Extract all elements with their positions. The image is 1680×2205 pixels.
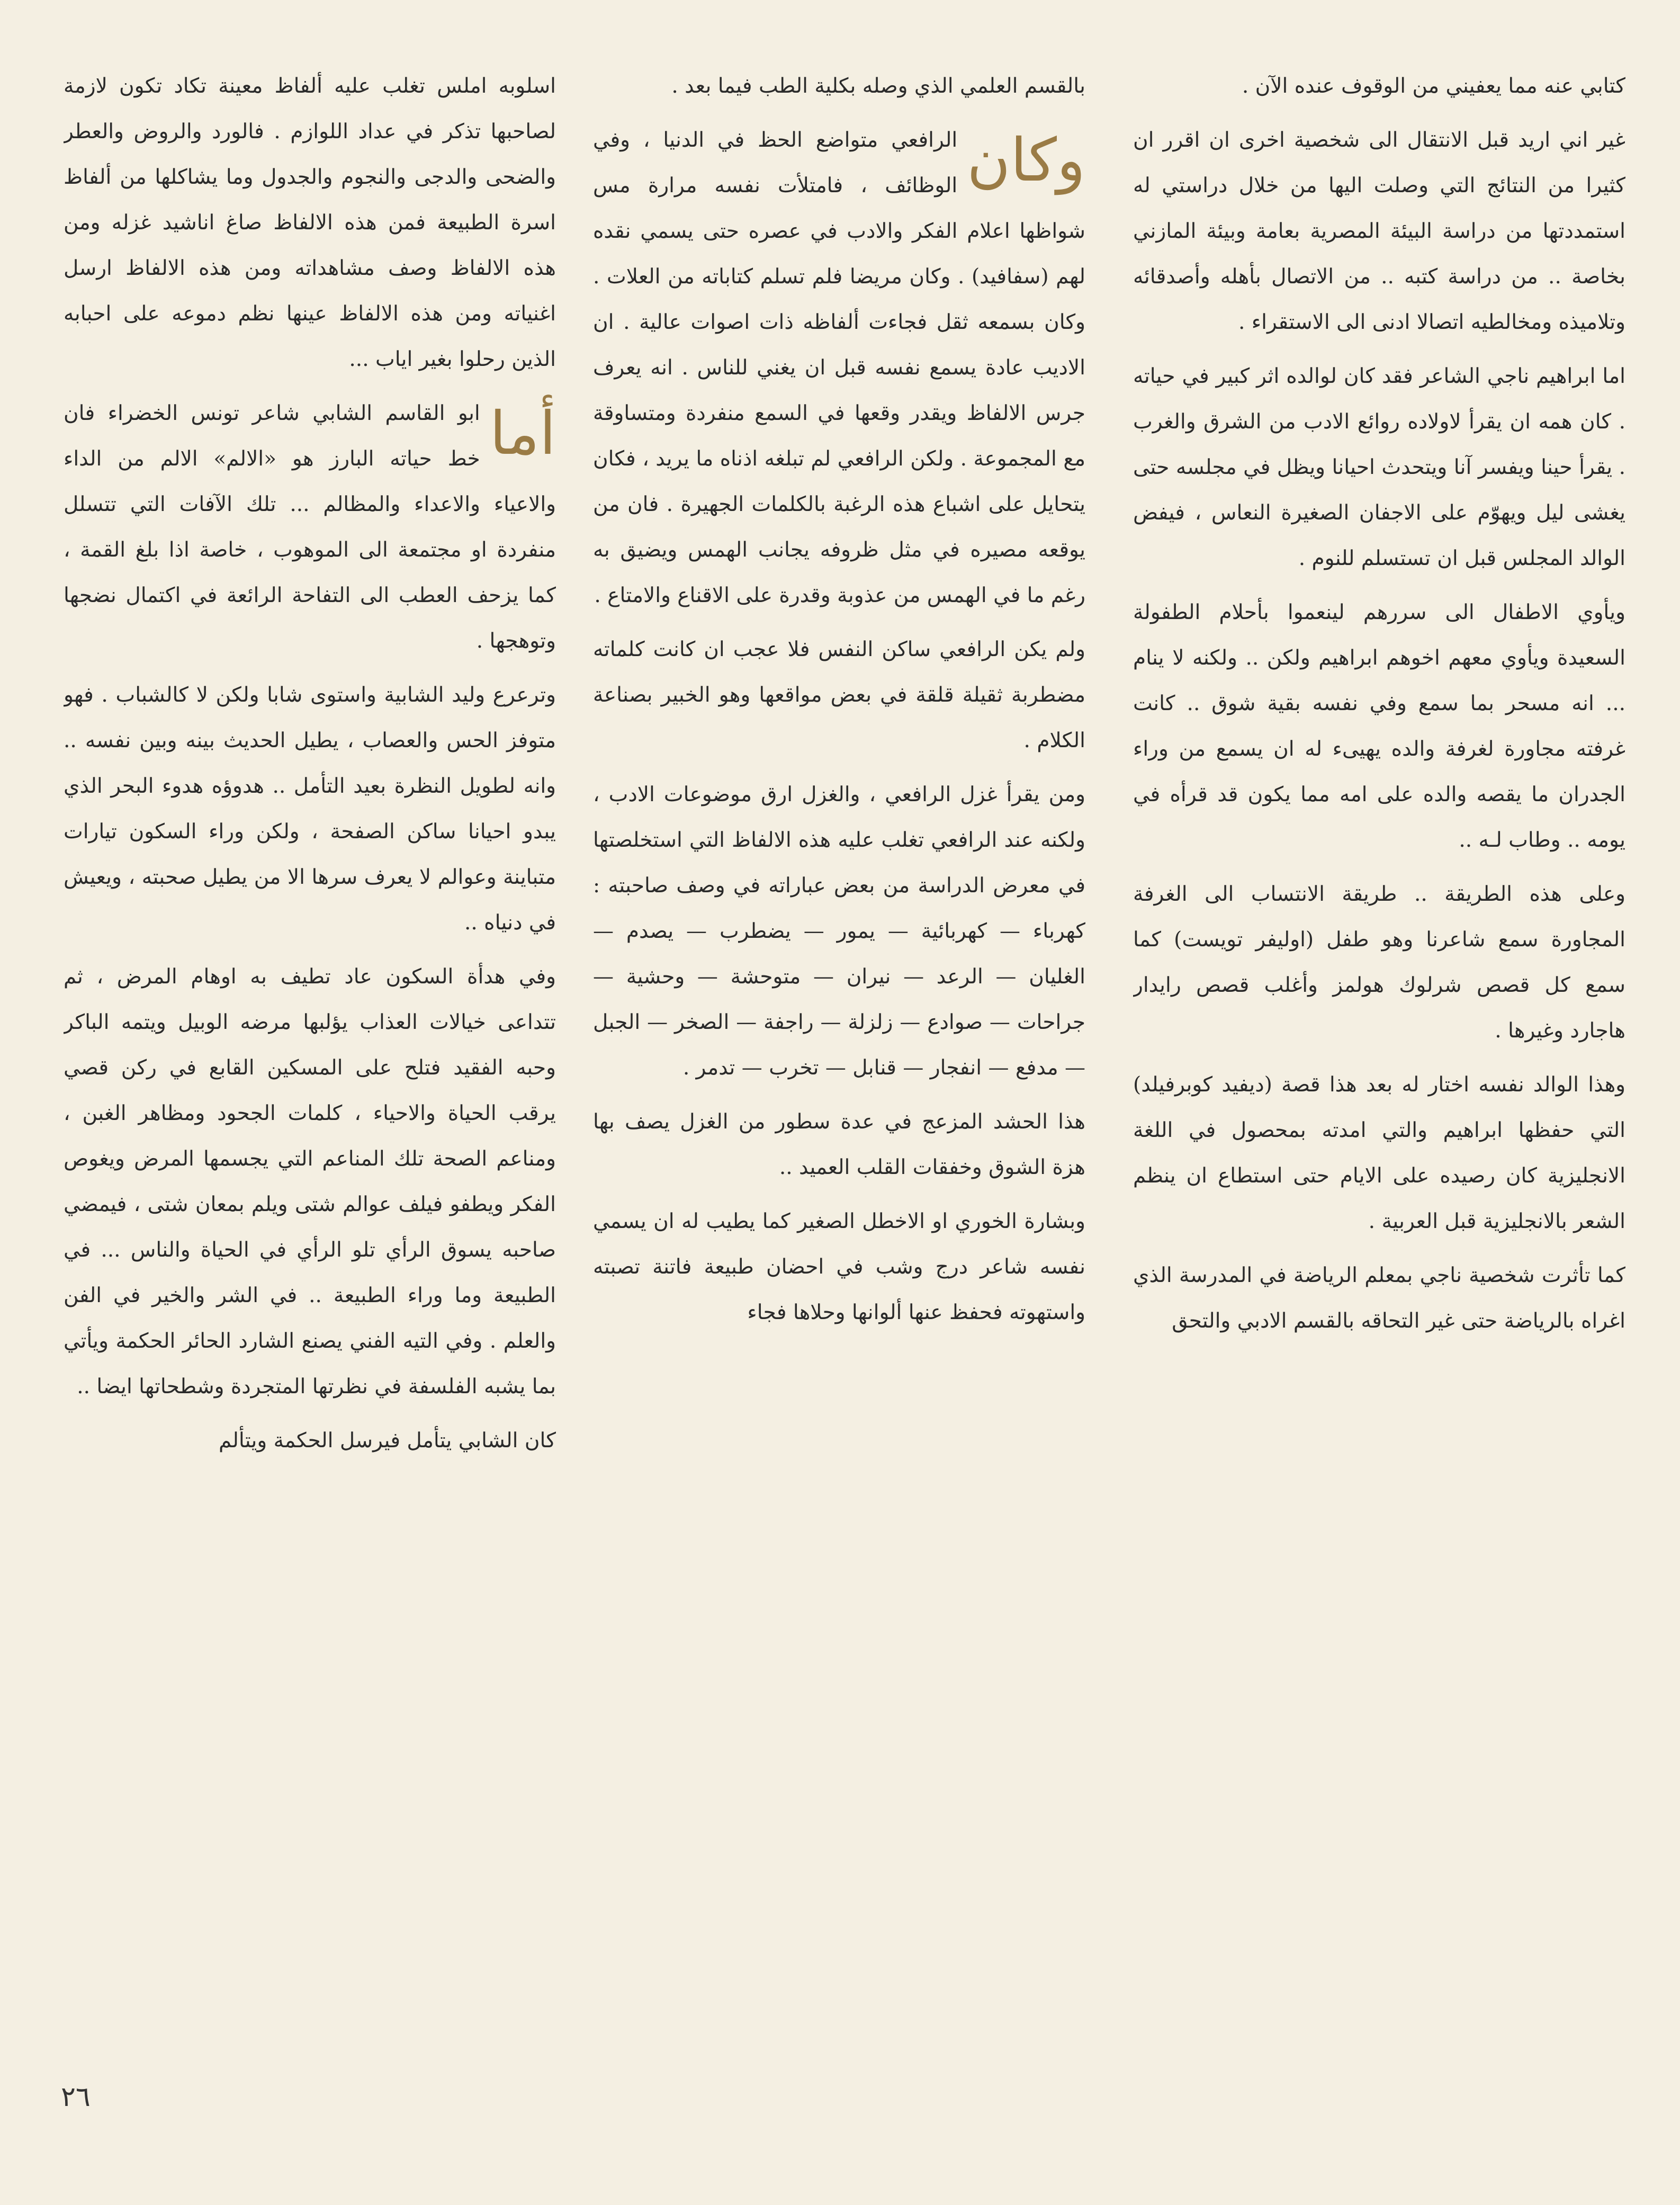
paragraph: اسلوبه املس تغلب عليه ألفاظ معينة تكاد تكون لازمة لصاحبها تذكر في عداد اللوازم . فالورد والروض والعطر والضحى والدجى والنجوم والجدول وما يشاكلها من ألفاظ اسرة الطبيعة فمن هذه الالفاظ صاغ اناشيد غزله ومن هذه الالفاظ وصف مشاهداته ومن هذه الالفاظ ارسل اغنياته ومن هذه الالفاظ عينها نظم دموعه على احبابه الذين رحلوا بغير اياب ... [64, 74, 556, 371]
paragraph: وبشارة الخوري او الاخطل الصغير كما يطيب له ان يسمي نفسه شاعر درج وشب في احضان طبيعة فاتنة تصبته واستهوته فحفظ عنها ألوانها وحلاها فجاء [593, 1209, 1085, 1324]
text-column-middle [593, 64, 1085, 2065]
paragraph: ومن يقرأ غزل الرافعي ، والغزل ارق موضوعات الادب ، ولكنه عند الرافعي تغلب عليه هذه الالفاظ التي استخلصتها في معرض الدراسة من بعض عباراته في وصف صاحبته : كهرباء — كهربائية — يمور — يضطرب — يصدم — الغليان — الرعد — نيران — متوحشة — وحشية — جراحات — صوادع — زلزلة — راجفة — الصخر — الجبل — مدفع — انفجار — قنابل — تخرب — تدمر . [593, 783, 1085, 1080]
paragraph-text: الرافعي متواضع الحظ في الدنيا ، وفي الوظائف ، فامتلأت نفسه مرارة مس شواظها اعلام الفكر والادب في عصره حتى يسمي نقده لهم (سفافيد) . وكان مريضا فلم تسلم كتاباته من العلات . وكان بسمعه ثقل فجاءت ألفاظه ذات اصوات عالية . ان الاديب عادة يسمع نفسه قبل ان يغني للناس . انه يعرف جرس الالفاظ ويقدر وقعها في السمع منفردة ومتساوقة مع المجموعة . ولكن الرافعي لم تبلغه اذناه ما يريد ، فكان يتحايل على اشباع هذه الرغبة بالكلمات الجهيرة . فان من يوقعه مصيره في مثل ظروفه يجانب الهمس ويضيق به رغم ما في الهمس من عذوبة وقدرة على الاقناع والامتاع . [593, 128, 1085, 607]
drop-cap: وكان [967, 126, 1085, 195]
paragraph: وعلى هذه الطريقة .. طريقة الانتساب الى الغرفة المجاورة سمع شاعرنا وهو طفل (اوليفر تويست) كما سمع كل قصص شرلوك هولمز وأغلب قصص رايدار هاجارد وغيرها . [1133, 882, 1625, 1043]
paragraph [593, 118, 1085, 619]
paragraph: وهذا الوالد نفسه اختار له بعد هذا قصة (ديفيد كوبرفيلد) التي حفظها ابراهيم والتي امدته بمحصول في اللغة الانجليزية كان رصيده على الايام حتى استطاع ان ينظم الشعر بالانجليزية قبل العربية . [1133, 1073, 1625, 1233]
page-number: ٢٦ [61, 2081, 91, 2113]
paragraph: هذا الحشد المزعج في عدة سطور من الغزل يصف بها هزة الشوق وخفقات القلب العميد .. [593, 1110, 1085, 1179]
paragraph [64, 391, 556, 664]
paragraph: وفي هدأة السكون عاد تطيف به اوهام المرض ، ثم تتداعى خيالات العذاب يؤلبها مرضه الوبيل ويتمه الباكر وحبه الفقيد فتلح على المسكين القابع في ركن قصي يرقب الحياة والاحياء ، كلمات الجحود ومظاهر الغبن ، ومناعم الصحة تلك المناعم التي يجسمها المرض ويغوص الفكر ويطفو فيلف عوالم شتى ويلم بمعان شتى ، فيمضي صاحبه يسوق الرأي تلو الرأي في الحياة والناس ... في الطبيعة وما وراء الطبيعة .. في الشر والخير في الفن والعلم . وفي التيه الفني يصنع الشارد الحائر الحكمة ويأتي بما يشبه الفلسفة في نظرتها المتجردة وشطحاتها ايضا .. [64, 965, 556, 1399]
drop-cap: أما [489, 399, 556, 468]
paragraph: كتابي عنه مما يعفيني من الوقوف عنده الآن . [1242, 74, 1625, 98]
paragraph: غير اني اريد قبل الانتقال الى شخصية اخرى ان اقرر ان كثيرا من النتائج التي وصلت اليها من خلال دراستي له استمددتها من دراسة البيئة المصرية بعامة وبيئة المازني بخاصة .. من دراسة كتبه .. من الاتصال بأهله وأصدقائه وتلاميذه ومخالطيه اتصالا ادنى الى الاستقراء . [1133, 128, 1625, 334]
paragraph: بالقسم العلمي الذي وصله بكلية الطب فيما بعد . [671, 74, 1085, 98]
paragraph: وترعرع وليد الشابية واستوى شابا ولكن لا كالشباب . فهو متوفز الحس والعصاب ، يطيل الحديث بينه وبين نفسه .. وانه لطويل النظرة بعيد التأمل .. هدوؤه هدوء البحر الذي يبدو احيانا ساكن الصفحة ، ولكن وراء السكون تيارات متباينة وعوالم لا يعرف سرها الا من يطيل صحبته ، ويعيش في دنياه .. [64, 683, 556, 935]
paragraph-text: ابو القاسم الشابي شاعر تونس الخضراء فان خط حياته البارز هو «الالم» الالم من الداء والاعياء والاعداء والمظالم ... تلك الآفات التي تتسلل منفردة او مجتمعة الى الموهوب ، خاصة اذا بلغ القمة ، كما يزحف العطب الى التفاحة الرائعة في اكتمال نضجها وتوهجها . [64, 401, 556, 653]
text-column-left [64, 64, 556, 2065]
paragraph: اما ابراهيم ناجي الشاعر فقد كان لوالده اثر كبير في حياته . كان همه ان يقرأ لاولاده روائع الادب من الشرق والغرب . يقرأ حينا ويفسر آنا ويتحدث احيانا ويظل في مجلسه حتى يغشى ليل ويهوّم على الاجفان الصغيرة النعاس ، فيفض الوالد المجلس قبل ان تستسلم للنوم . [1133, 364, 1625, 570]
text-column-right [1133, 64, 1625, 2065]
paragraph: كان الشابي يتأمل فيرسل الحكمة ويتألم [219, 1429, 556, 1453]
paragraph: ولم يكن الرافعي ساكن النفس فلا عجب ان كانت كلماته مضطربة ثقيلة قلقة في بعض مواقعها وهو الخبير بصناعة الكلام . [593, 638, 1085, 752]
paragraph: ويأوي الاطفال الى سررهم لينعموا بأحلام الطفولة السعيدة ويأوي معهم اخوهم ابراهيم ولكن .. ولكنه لا ينام ... انه مسحر بما سمع وفي نفسه بقية شوق .. كانت غرفته مجاورة لغرفة والده يهيىء له ان يسمع من وراء الجدران ما يقصه والده على امه مما يكون قد قرأه في يومه .. وطاب لـه .. [1133, 600, 1625, 852]
paragraph: كما تأثرت شخصية ناجي بمعلم الرياضة في المدرسة الذي اغراه بالرياضة حتى غير التحاقه بالقسم الادبي والتحق [1133, 1263, 1625, 1333]
